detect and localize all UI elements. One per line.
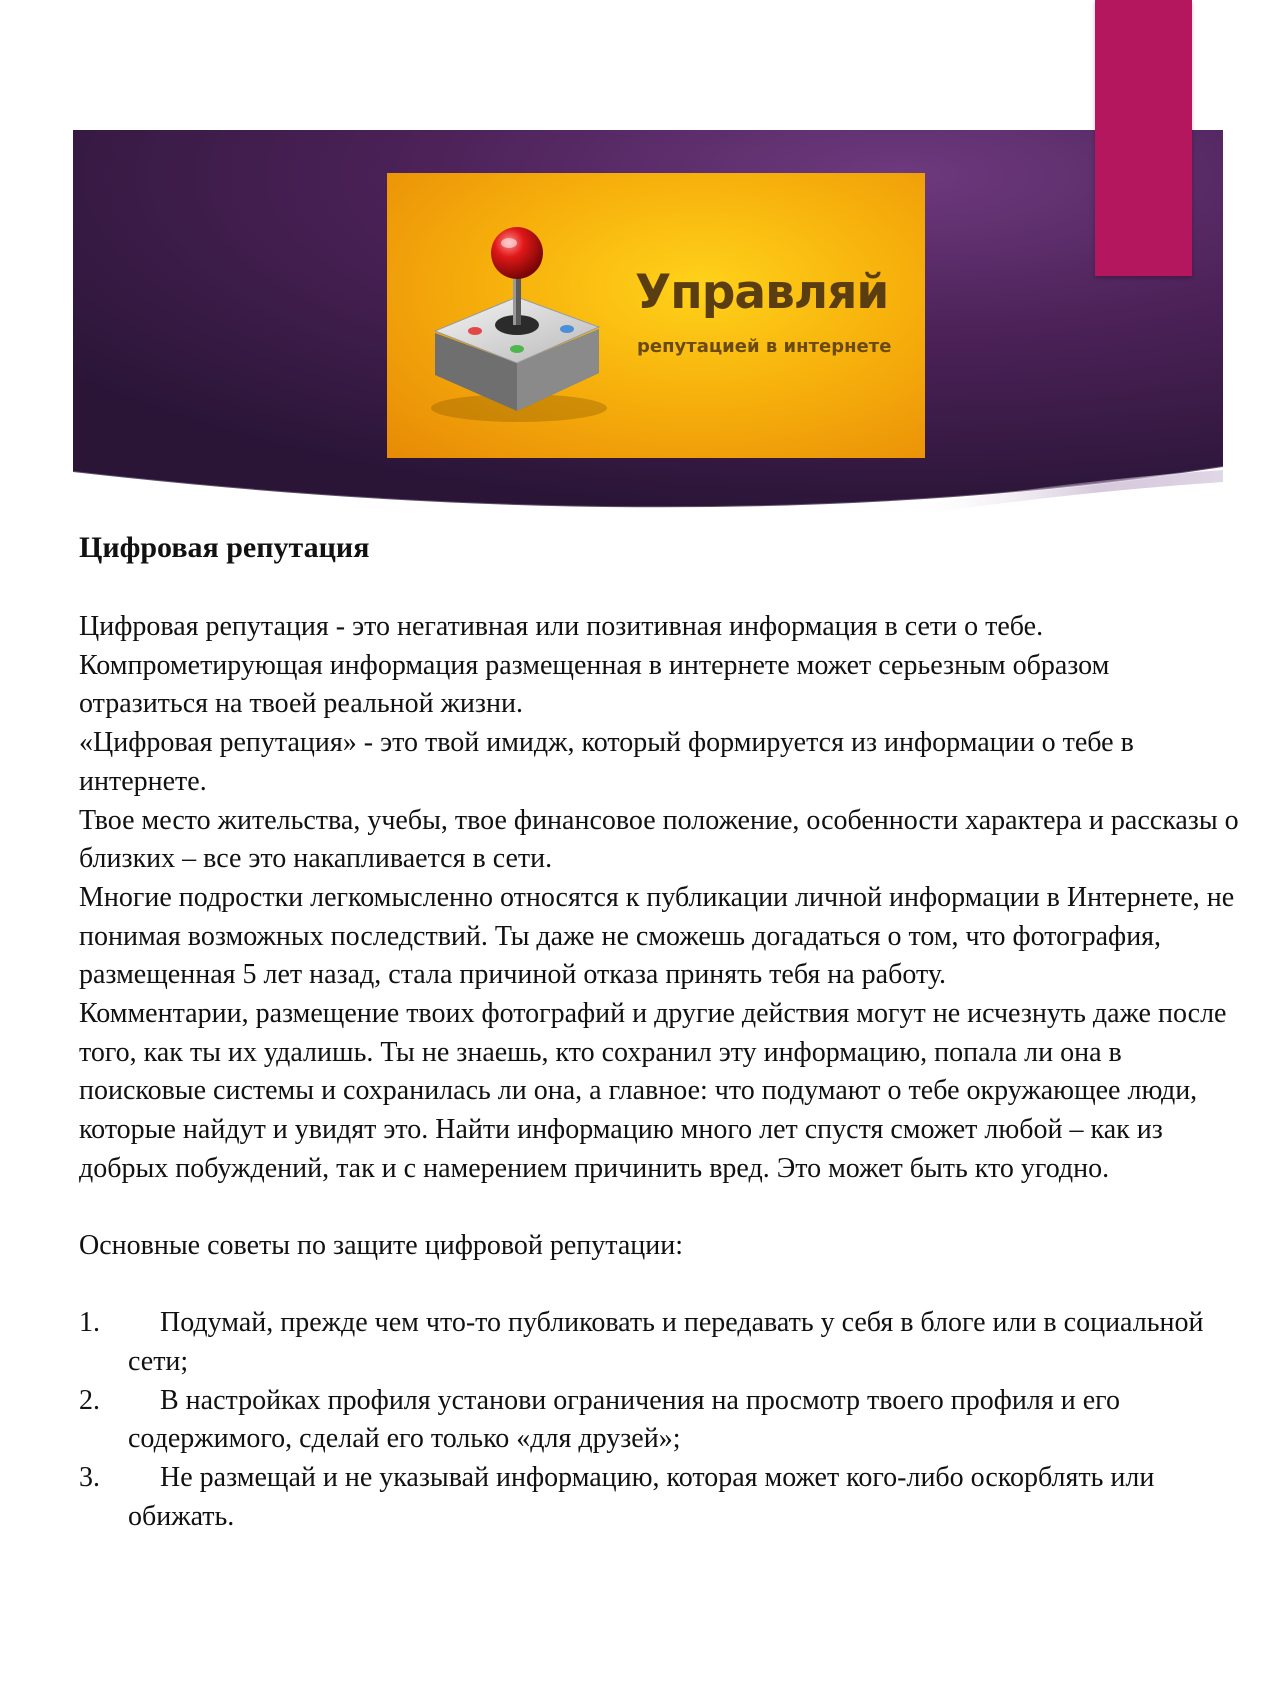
article-paragraph: Цифровая репутация - это негативная или позитивная информация в сети о тебе. (79, 611, 1044, 642)
tips-list (79, 1304, 1239, 1536)
promo-subtitle: репутацией в интернете (637, 336, 892, 357)
list-text: Подумай, прежде чем что-то публиковать и передавать у себя в блоге или в социальной сети; (128, 1307, 1204, 1377)
list-number: 2. (79, 1384, 100, 1416)
list-text: В настройках профиля установи ограничения на просмотр твоего профиля и его содержимого, сделай его только «для друзей»; (128, 1384, 1120, 1455)
accent-bar (1095, 0, 1192, 276)
joystick-icon (417, 213, 627, 428)
article (79, 528, 1239, 1536)
article-paragraph: Комментарии, размещение твоих фотографий и другие действия могут не исчезнуть даже после того, как ты их удалишь. Ты не знаешь, кто сохранил эту информацию, попала ли она в поисковые системы и сохранилась ли она, а главное: что подумают о тебе окружающее люди, которые найдут и увидят это. Найти информацию много лет спустя сможет любой – как из добрых побуждений, так и с намерением причинить вред. Это может быть кто угодно. (79, 998, 1227, 1184)
list-number: 3. (79, 1462, 100, 1494)
promo-image (387, 173, 925, 458)
list-number: 1. (79, 1307, 100, 1339)
article-paragraph: Компрометирующая информация размещенная в интернете может серьезным образом отразиться на твоей реальной жизни. (79, 649, 1110, 720)
list-text: Не размещай и не указывай информацию, которая может кого-либо оскорблять или обижать. (128, 1462, 1155, 1532)
article-paragraph: Твое место жительства, учебы, твое финансовое положение, особенности характера и рассказы о близких – все это накапливается в сети. (79, 804, 1239, 875)
article-paragraph: «Цифровая репутация» - это твой имидж, который формируется из информации о тебе в интернете. (79, 727, 1134, 797)
list-item (79, 1382, 1239, 1459)
article-title: Цифровая репутация (79, 531, 370, 564)
list-item (79, 1459, 1239, 1536)
tips-heading: Основные советы по защите цифровой репутации: (79, 1229, 683, 1261)
article-paragraph: Многие подростки легкомысленно относятся к публикации личной информации в Интернете, не понимая возможных последствий. Ты даже не сможешь догадаться о том, что фотография, размещенная 5 лет назад, стала причиной отказа принять тебя на работу. (79, 881, 1235, 991)
promo-title: Управляй (635, 265, 889, 320)
list-item (79, 1304, 1239, 1381)
